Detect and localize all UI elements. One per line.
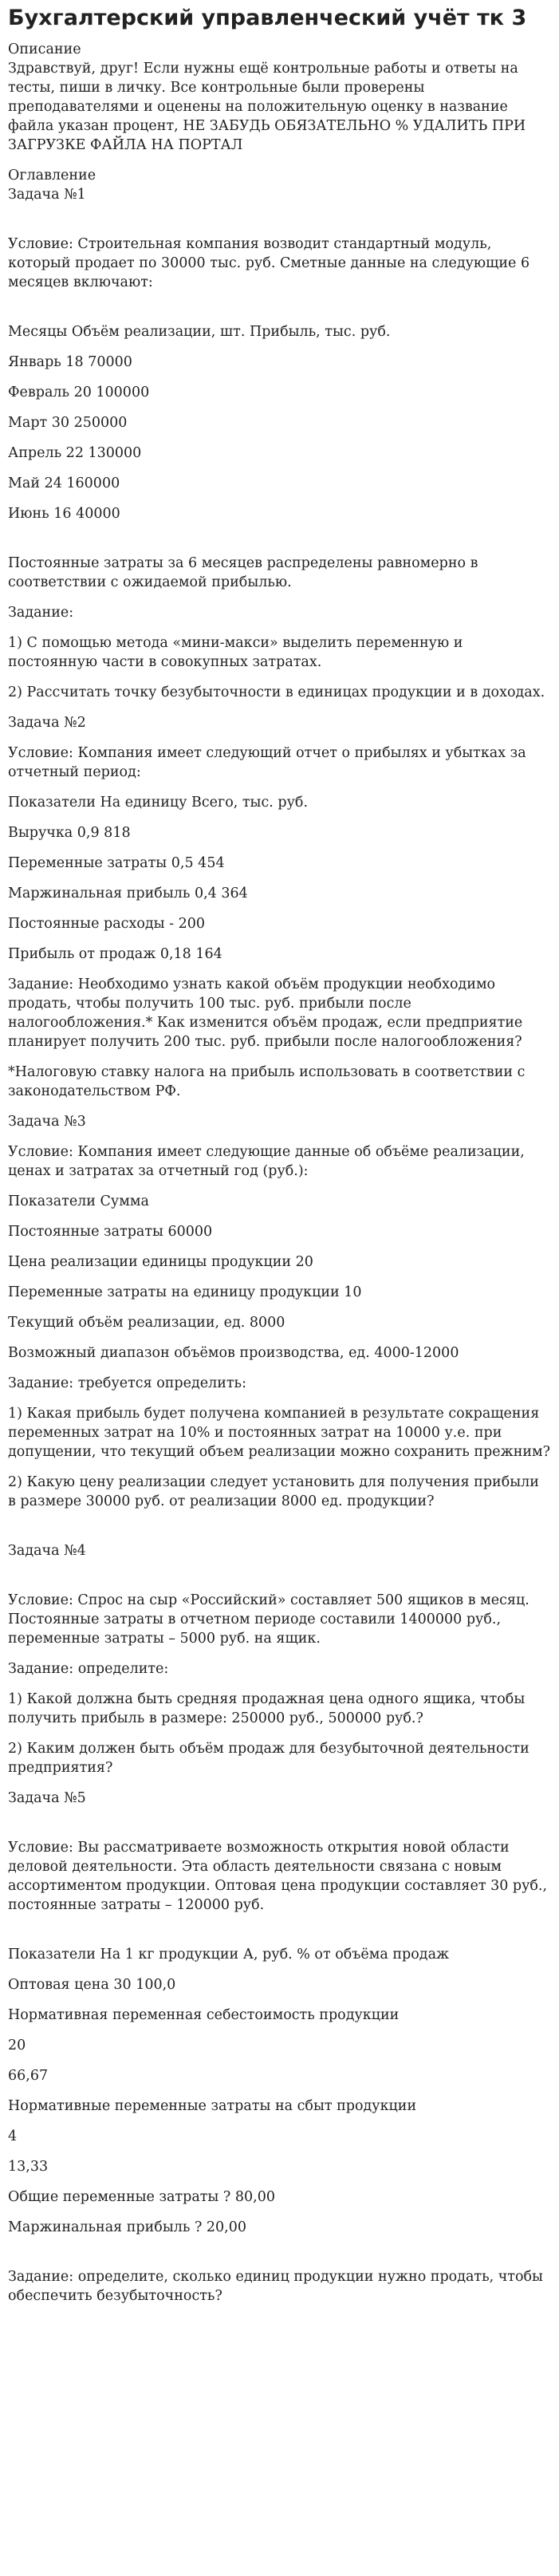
text-paragraph: Постоянные затраты за 6 месяцев распределены равномерно в соответствии с ожидаемой прибылью. [8,555,478,590]
text-paragraph: Задание: определите, сколько единиц продукции нужно продать, чтобы обеспечить безубыточность? [8,2269,543,2304]
text-paragraph: Возможный диапазон объёмов производства, ед. 4000-12000 [8,1345,459,1361]
blank-line [8,215,551,235]
text-paragraph: 2) Каким должен быть объём продаж для безубыточной деятельности предприятия? [8,1741,529,1776]
text-paragraph: Нормативная переменная себестоимость продукции [8,2007,400,2023]
blank-line [8,1572,551,1591]
text-paragraph: 66,67 [8,2068,49,2084]
text-paragraph: Задача №4 [8,1543,86,1559]
text-paragraph: Месяцы Объём реализации, шт. Прибыль, тыс. руб. [8,324,391,340]
text-paragraph: Постоянные затраты 60000 [8,1224,213,1240]
text-paragraph: Выручка 0,9 818 [8,825,131,841]
text-paragraph: Задание: требуется определить: [8,1375,246,1391]
text-paragraph: Задача №2 [8,715,86,731]
text-paragraph: 1) Какая прибыль будет получена компанией в результате сокращения переменных затрат на 10% и постоянных затрат на 10000 у.е. при допущении, что текущий объем реализации можно сохранить прежним? [8,1406,551,1460]
blank-line [8,303,551,322]
text-paragraph: Июнь 16 40000 [8,506,120,522]
blank-line [8,1522,551,1541]
document-body [8,40,551,2306]
blank-line [8,2248,551,2267]
blank-line [8,535,551,554]
text-paragraph: Маржинальная прибыль 0,4 364 [8,886,248,901]
text-paragraph: 4 [8,2128,18,2144]
text-paragraph: *Налоговую ставку налога на прибыль использовать в соответствии с законодательством РФ. [8,1064,526,1099]
text-paragraph: Задача №3 [8,1114,86,1130]
text-paragraph: 2) Какую цену реализации следует установить для получения прибыли в размере 30000 руб. от реализации 8000 ед. продукции? [8,1474,539,1509]
text-paragraph: Оптовая цена 30 100,0 [8,1977,176,1993]
page-title: Бухгалтерский управленческий учёт тк 3 [8,6,527,30]
text-paragraph: Описание [8,41,81,57]
text-paragraph: Показатели Сумма [8,1193,149,1209]
text-paragraph: Здравствуй, друг! Если нужны ещё контрольные работы и ответы на тесты, пиши в личку. Все контрольные были проверены преподавателями и оценены на положительную оценку в название файла указан процент, НЕ ЗАБУДЬ ОБЯЗАТЕЛЬНО % УДАЛИТЬ ПРИ ЗАГРУЗКЕ ФАЙЛА НА ПОРТАЛ [8,61,526,153]
text-paragraph: Февраль 20 100000 [8,385,150,400]
text-paragraph: Прибыль от продаж 0,18 164 [8,946,222,962]
text-paragraph: Апрель 22 130000 [8,445,142,461]
text-paragraph: Май 24 160000 [8,475,120,491]
text-paragraph: 1) Какой должна быть средняя продажная цена одного ящика, чтобы получить прибыль в размере: 250000 руб., 500000 руб.? [8,1691,526,1726]
text-paragraph: 13,33 [8,2159,49,2175]
text-paragraph: Условие: Компания имеет следующие данные об объёме реализации, ценах и затратах за отчетный год (руб.): [8,1144,525,1179]
text-paragraph: Показатели На единицу Всего, тыс. руб. [8,795,309,811]
text-paragraph: Задача №1 [8,187,86,203]
text-paragraph: Цена реализации единицы продукции 20 [8,1254,313,1270]
text-paragraph: 2) Рассчитать точку безубыточности в единицах продукции и в доходах. [8,684,545,700]
text-paragraph: Условие: Строительная компания возводит стандартный модуль, который продает по 30000 тыс. руб. Сметные данные на следующие 6 месяцев включают: [8,236,530,290]
text-paragraph: Условие: Вы рассматриваете возможность открытия новой области деловой деятельности. Эта область деятельности связана с новым ассортиментом продукции. Оптовая цена продукции составляет 30 руб., постоянные затраты – 120000 руб. [8,1840,548,1913]
text-paragraph: Постоянные расходы - 200 [8,916,206,932]
blank-line [8,1926,551,1945]
text-paragraph: Нормативные переменные затраты на сбыт продукции [8,2098,417,2114]
text-paragraph: Общие переменные затраты ? 80,00 [8,2189,275,2205]
text-paragraph: Задание: Необходимо узнать какой объём продукции необходимо продать, чтобы получить 100 тыс. руб. прибыли после налогообложения.* Как изменится объём продаж, если предприятие планирует получить 200 тыс. руб. прибыли после налогообложения? [8,976,523,1050]
text-paragraph: Январь 18 70000 [8,354,132,370]
text-paragraph: Переменные затраты 0,5 454 [8,855,225,871]
text-paragraph: Задача №5 [8,1790,86,1806]
text-paragraph: Условие: Компания имеет следующий отчет о прибылях и убытках за отчетный период: [8,745,526,780]
text-paragraph: Задание: [8,605,74,621]
blank-line [8,1819,551,1838]
text-paragraph: Показатели На 1 кг продукции А, руб. % от объёма продаж [8,1947,450,1963]
text-paragraph: Задание: определите: [8,1661,169,1677]
text-paragraph: Маржинальная прибыль ? 20,00 [8,2219,247,2235]
text-paragraph: Текущий объём реализации, ед. 8000 [8,1315,285,1331]
text-paragraph: 20 [8,2038,26,2053]
text-paragraph: Оглавление [8,168,96,183]
text-paragraph: Переменные затраты на единицу продукции 10 [8,1284,362,1300]
text-paragraph: Условие: Спрос на сыр «Российский» составляет 500 ящиков в месяц. Постоянные затраты в отчетном периоде составили 1400000 руб., переменные затраты – 5000 руб. на ящик. [8,1592,529,1647]
text-paragraph: 1) С помощью метода «мини-макси» выделить переменную и постоянную части в совокупных затратах. [8,635,463,670]
text-paragraph: Март 30 250000 [8,415,128,431]
